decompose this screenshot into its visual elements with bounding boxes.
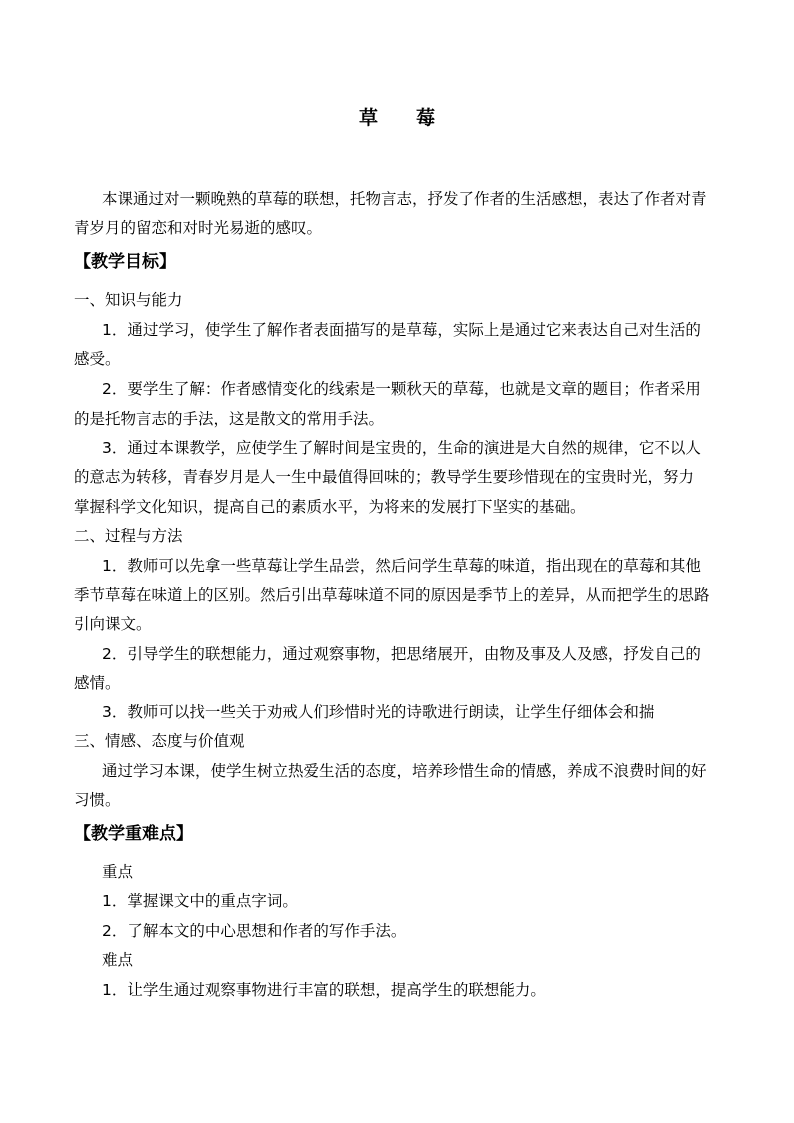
paragraph-line: 1．通过学习，使学生了解作者表面描写的是草莓，实际上是通过它来表达自己对生活的 — [102, 321, 701, 339]
label-key-point: 重点 — [102, 863, 134, 881]
paragraph-line: 的意志为转移，青春岁月是人一生中最值得回味的；教导学生要珍惜现在的宝贵时光，努力 — [74, 468, 695, 486]
paragraph-line: 掌握科学文化知识，提高自己的素质水平，为将来的发展打下坚实的基础。 — [74, 498, 586, 516]
intro-line-2: 青岁月的留恋和对时光易逝的感叹。 — [74, 219, 323, 237]
paragraph-line: 感受。 — [74, 350, 121, 368]
section-heading-objectives: 【教学目标】 — [74, 252, 176, 272]
section-heading-key-points: 【教学重难点】 — [74, 824, 193, 844]
subsection-heading-process: 二、过程与方法 — [74, 527, 183, 545]
paragraph-line: 习惯。 — [74, 791, 121, 809]
paragraph-line: 1．掌握课文中的重点字词。 — [102, 892, 298, 910]
document-title: 草 莓 — [358, 107, 435, 129]
paragraph-line: 通过学习本课，使学生树立热爱生活的态度，培养珍惜生命的情感，养成不浪费时间的好 — [102, 762, 707, 780]
paragraph-line: 3．通过本课教学，应使学生了解时间是宝贵的，生命的演进是大自然的规律，它不以人 — [102, 439, 701, 457]
paragraph-line: 季节草莓在味道上的区别。然后引出草莓味道不同的原因是季节上的差异，从而把学生的思路 — [74, 586, 710, 604]
subsection-heading-knowledge: 一、知识与能力 — [74, 291, 183, 309]
paragraph-line: 2．了解本文的中心思想和作者的写作手法。 — [102, 922, 407, 940]
paragraph-line: 2．引导学生的联想能力，通过观察事物，把思绪展开，由物及事及人及感，抒发自己的 — [102, 645, 701, 663]
subsection-heading-attitude: 三、情感、态度与价值观 — [74, 732, 245, 750]
paragraph-line: 引向课文。 — [74, 615, 152, 633]
paragraph-line: 3．教师可以找一些关于劝戒人们珍惜时光的诗歌进行朗读，让学生仔细体会和揣 — [102, 703, 655, 721]
intro-line-1: 本课通过对一颗晚熟的草莓的联想，托物言志，抒发了作者的生活感想，表达了作者对青 — [102, 190, 707, 208]
paragraph-line: 感情。 — [74, 674, 121, 692]
label-difficult-point: 难点 — [102, 951, 134, 969]
paragraph-line: 1．让学生通过观察事物进行丰富的联想，提高学生的联想能力。 — [102, 981, 546, 999]
paragraph-line: 2．要学生了解：作者感情变化的线索是一颗秋天的草莓，也就是文章的题目；作者采用 — [102, 380, 701, 398]
paragraph-line: 的是托物言志的手法，这是散文的常用手法。 — [74, 410, 385, 428]
paragraph-line: 1．教师可以先拿一些草莓让学生品尝，然后问学生草莓的味道，指出现在的草莓和其他 — [102, 557, 701, 575]
